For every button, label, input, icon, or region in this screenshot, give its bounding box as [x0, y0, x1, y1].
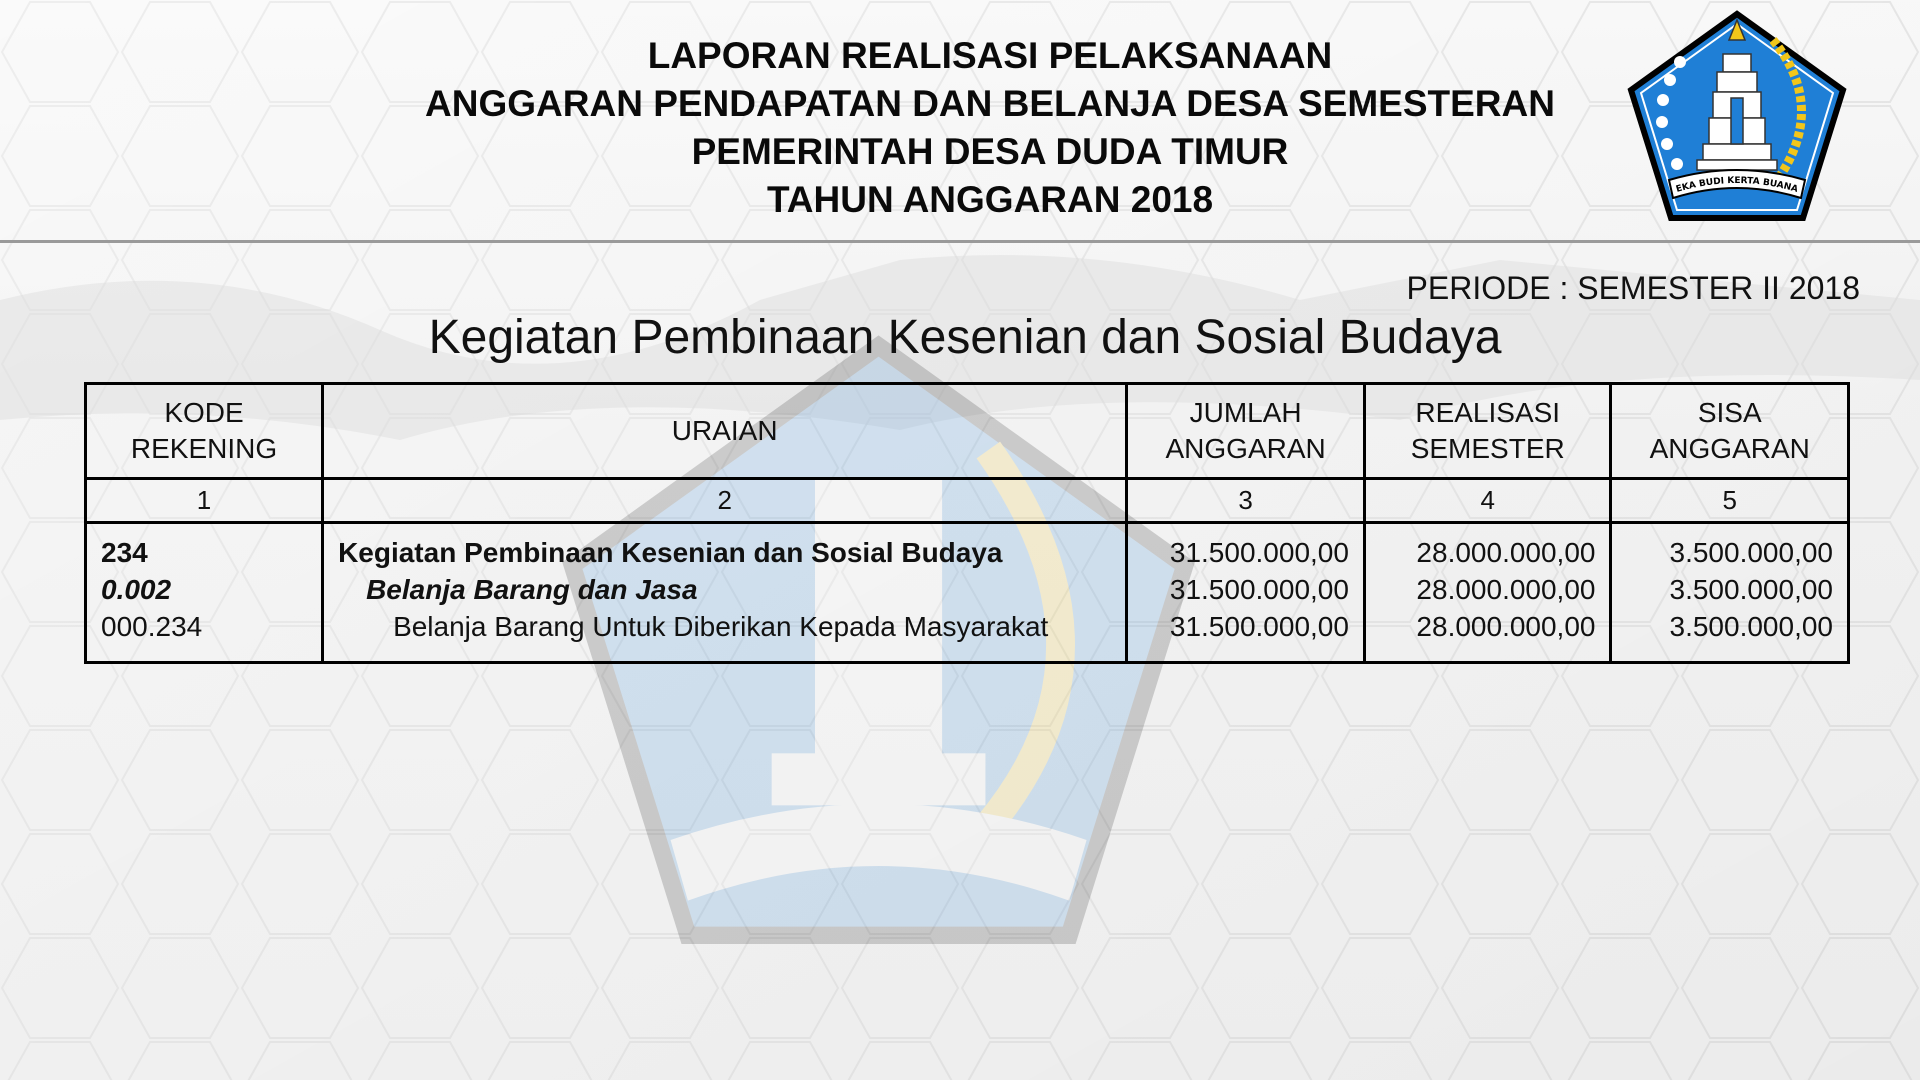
realisasi-value: 28.000.000,00: [1416, 574, 1596, 605]
uraian-cell: [323, 523, 1127, 663]
jumlah-anggaran-cell: [1127, 523, 1365, 663]
kode-value: 234: [101, 537, 148, 568]
budget-report-table: [84, 382, 1850, 664]
header-divider: [0, 240, 1920, 243]
sisa-value: 3.500.000,00: [1669, 574, 1833, 605]
header-uraian: URAIAN: [323, 384, 1127, 479]
realisasi-value: 28.000.000,00: [1416, 537, 1596, 568]
table-header-row: [86, 384, 1849, 479]
sisa-value: 3.500.000,00: [1669, 611, 1833, 642]
village-emblem-logo: [1625, 10, 1850, 225]
realisasi-semester-cell: [1364, 523, 1611, 663]
uraian-value: Belanja Barang Untuk Diberikan Kepada Masyarakat: [393, 611, 1049, 642]
realisasi-value: 28.000.000,00: [1416, 611, 1596, 642]
header-jumlah-anggaran: JUMLAH ANGGARAN: [1127, 384, 1365, 479]
header-realisasi-semester: REALISASI SEMESTER: [1364, 384, 1611, 479]
sisa-value: 3.500.000,00: [1669, 537, 1833, 568]
column-number: 2: [323, 479, 1127, 523]
kode-value: 000.234: [101, 611, 203, 642]
title-line-3: PEMERINTAH DESA DUDA TIMUR: [691, 131, 1289, 172]
title-line-2: ANGGARAN PENDAPATAN DAN BELANJA DESA SEMESTERAN: [425, 83, 1555, 124]
kode-value: 0.002: [101, 574, 172, 605]
title-line-4: TAHUN ANGGARAN 2018: [766, 179, 1214, 220]
column-number: 4: [1364, 479, 1611, 523]
column-number: 3: [1127, 479, 1365, 523]
column-number-row: [86, 479, 1849, 523]
header-kode-rekening: KODE REKENING: [86, 384, 323, 479]
activity-title: Kegiatan Pembinaan Kesenian dan Sosial Budaya: [428, 311, 1502, 364]
report-title: [340, 32, 1640, 224]
title-line-1: LAPORAN REALISASI PELAKSANAAN: [647, 35, 1333, 76]
table-data-row: [86, 523, 1849, 663]
jumlah-value: 31.500.000,00: [1169, 574, 1349, 605]
kode-rekening-cell: [86, 523, 323, 663]
jumlah-value: 31.500.000,00: [1169, 611, 1349, 642]
column-number: 5: [1611, 479, 1849, 523]
sisa-anggaran-cell: [1611, 523, 1849, 663]
uraian-value: Kegiatan Pembinaan Kesenian dan Sosial Budaya: [338, 537, 1003, 568]
header-sisa-anggaran: SISA ANGGARAN: [1611, 384, 1849, 479]
logo-motto: EKA BUDI KERTA BUANA: [1674, 175, 1800, 195]
period-label: PERIODE : SEMESTER II 2018: [1406, 270, 1860, 306]
jumlah-value: 31.500.000,00: [1169, 537, 1349, 568]
column-number: 1: [86, 479, 323, 523]
uraian-value: Belanja Barang dan Jasa: [366, 574, 698, 605]
